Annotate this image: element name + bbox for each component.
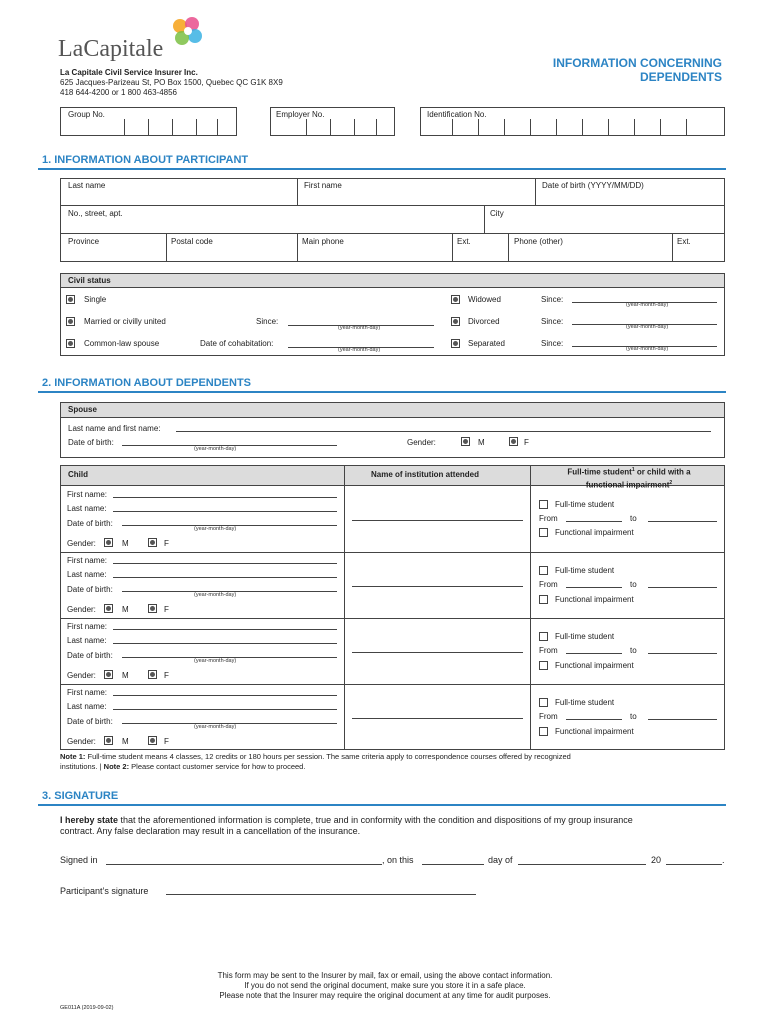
note-separator: | [97, 762, 104, 771]
child1-from-field[interactable] [566, 521, 622, 522]
child1-institution-field[interactable] [352, 520, 523, 521]
year-prefix-label: 20 [651, 855, 662, 865]
child2-fulltime-checkbox[interactable] [539, 566, 548, 575]
postal-code-label: Postal code [171, 237, 213, 246]
child3-to-label: to [630, 646, 637, 655]
year-field[interactable] [666, 864, 722, 865]
child-col-label: Child [68, 470, 88, 479]
single-checkbox[interactable] [66, 295, 75, 304]
separated-checkbox[interactable] [451, 339, 460, 348]
last-name-label: Last name [68, 181, 106, 190]
child4-f-checkbox[interactable] [148, 736, 157, 745]
footer-line1: This form may be sent to the Insurer by mail, fax or email, using the above contact information. [217, 971, 553, 980]
child2-f-label: F [164, 605, 169, 614]
institution-col-label: Name of institution attended [371, 470, 479, 479]
child1-last-name-label: Last name: [67, 504, 107, 513]
child2-to-field[interactable] [648, 587, 717, 588]
married-since-label: Since: [256, 317, 279, 326]
child2-gender-label: Gender: [67, 605, 96, 614]
separated-since-label: Since: [541, 339, 564, 348]
signed-in-field[interactable] [106, 864, 382, 865]
child2-m-checkbox[interactable] [104, 604, 113, 613]
child2-institution-field[interactable] [352, 586, 523, 587]
signed-in-label: Signed in [60, 855, 98, 865]
child2-to-label: to [630, 580, 637, 589]
child4-from-field[interactable] [566, 719, 622, 720]
divorced-label: Divorced [468, 317, 500, 326]
declaration-text [60, 815, 726, 837]
child3-fulltime-checkbox[interactable] [539, 632, 548, 641]
participant-info-table [60, 178, 725, 262]
child2-last-name-label: Last name: [67, 570, 107, 579]
spouse-gender-f-label: F [524, 438, 529, 447]
footer-text [0, 971, 770, 1001]
fulltime-col-line2: functional impairment [585, 480, 670, 490]
declaration-line1-text: that the aforementioned information is complete, true and in conformity with the condition and dispositions of my group insurance [118, 815, 633, 825]
child4-first-name-field[interactable] [113, 695, 337, 696]
employer-no-label: Employer No. [276, 110, 325, 119]
child4-f-label: F [164, 737, 169, 746]
form-title-line2: DEPENDENTS [639, 70, 722, 84]
child2-from-field[interactable] [566, 587, 622, 588]
child2-fulltime-label: Full-time student [555, 566, 615, 575]
married-since-ymd: (year-month-day) [338, 325, 381, 331]
child3-institution-field[interactable] [352, 652, 523, 653]
form-code: GE011A (2019-09-02) [60, 1005, 114, 1011]
child2-first-name-label: First name: [67, 556, 108, 565]
participant-signature-field[interactable] [166, 894, 476, 895]
declaration-line2: contract. Any false declaration may result in a cancellation of the insurance. [60, 826, 361, 836]
divorced-checkbox[interactable] [451, 317, 460, 326]
child3-first-name-field[interactable] [113, 629, 337, 630]
child3-last-name-label: Last name: [67, 636, 107, 645]
section2-rule [38, 391, 726, 393]
footer-line2: If you do not send the original document, make sure you store it in a safe place. [244, 981, 526, 990]
child1-dob-ymd: (year-month-day) [194, 526, 237, 532]
child1-f-label: F [164, 539, 169, 548]
married-label: Married or civilly united [84, 317, 166, 326]
child1-m-checkbox[interactable] [104, 538, 113, 547]
child3-gender-label: Gender: [67, 671, 96, 680]
dob-label: Date of birth (YYYY/MM/DD) [542, 181, 644, 190]
child2-last-name-field[interactable] [113, 577, 337, 578]
section3-title: 3. SIGNATURE [42, 790, 119, 802]
footer-line3: Please note that the Insurer may require the original document at any time for audit purposes. [219, 991, 551, 1000]
child3-m-checkbox[interactable] [104, 670, 113, 679]
street-label: No., street, apt. [68, 209, 123, 218]
child2-dob-ymd: (year-month-day) [194, 592, 237, 598]
section1-rule [38, 168, 726, 170]
widowed-since-label: Since: [541, 295, 564, 304]
child4-last-name-field[interactable] [113, 709, 337, 710]
child3-to-field[interactable] [648, 653, 717, 654]
child2-functional-checkbox[interactable] [539, 595, 548, 604]
separated-ymd: (year-month-day) [626, 346, 669, 352]
child3-functional-label: Functional impairment [555, 661, 634, 670]
section1-title: 1. INFORMATION ABOUT PARTICIPANT [42, 154, 249, 166]
spouse-dob-ymd: (year-month-day) [194, 446, 237, 452]
ext-label: Ext. [457, 237, 471, 246]
section2-title: 2. INFORMATION ABOUT DEPENDENTS [42, 377, 252, 389]
fulltime-col-sup2: 2 [669, 479, 673, 486]
child2-dob-label: Date of birth: [67, 585, 113, 594]
section3-rule [38, 804, 726, 806]
logo-text: LaCapitale [58, 36, 164, 62]
spouse-name-field[interactable] [176, 431, 711, 432]
child3-first-name-label: First name: [67, 622, 108, 631]
day-field[interactable] [422, 864, 484, 865]
married-checkbox[interactable] [66, 317, 75, 326]
child4-m-label: M [122, 737, 129, 746]
child3-functional-checkbox[interactable] [539, 661, 548, 670]
identification-no-label: Identification No. [427, 110, 487, 119]
civil-status-header [60, 273, 725, 288]
note1-text: Full-time student means 4 classes, 12 credits or 180 hours per session. The same criteria apply to correspondence courses offered by recognized [85, 752, 571, 761]
note2-text: Please contact customer service for how to proceed. [129, 762, 306, 771]
child4-m-checkbox[interactable] [104, 736, 113, 745]
child1-functional-checkbox[interactable] [539, 528, 548, 537]
company-logo [58, 14, 218, 66]
child2-f-checkbox[interactable] [148, 604, 157, 613]
divorced-since-label: Since: [541, 317, 564, 326]
spouse-gender-m-checkbox[interactable] [461, 437, 470, 446]
ext2-label: Ext. [677, 237, 691, 246]
phone-other-label: Phone (other) [514, 237, 563, 246]
separated-label: Separated [468, 339, 505, 348]
spouse-gender-label: Gender: [407, 438, 436, 447]
child3-dob-label: Date of birth: [67, 651, 113, 660]
spouse-gender-m-label: M [478, 438, 485, 447]
child4-functional-label: Functional impairment [555, 727, 634, 736]
child3-fulltime-label: Full-time student [555, 632, 615, 641]
year-period: . [722, 855, 725, 865]
child1-from-label: From [539, 514, 558, 523]
child1-to-field[interactable] [648, 521, 717, 522]
company-address: 625 Jacques-Parizeau St, PO Box 1500, Quebec QC G1K 8X9 [60, 78, 283, 87]
note1-line1 [60, 752, 726, 762]
company-phone: 418 644-4200 or 1 800 463-4856 [60, 88, 177, 97]
child1-first-name-field[interactable] [113, 497, 337, 498]
participant-signature-label: Participant’s signature [60, 886, 149, 896]
divorced-ymd: (year-month-day) [626, 324, 669, 330]
note1-line2 [60, 762, 726, 772]
spouse-dob-label: Date of birth: [68, 438, 114, 447]
child4-functional-checkbox[interactable] [539, 727, 548, 736]
child3-from-label: From [539, 646, 558, 655]
child3-dob-ymd: (year-month-day) [194, 658, 237, 664]
child4-dob-ymd: (year-month-day) [194, 724, 237, 730]
group-no-label: Group No. [68, 110, 105, 119]
first-name-label: First name [304, 181, 342, 190]
note1-text2: institutions. [60, 762, 98, 771]
child1-m-label: M [122, 539, 129, 548]
note2-label: Note 2: [103, 762, 130, 771]
child3-f-checkbox[interactable] [148, 670, 157, 679]
form-title [553, 56, 722, 84]
spouse-name-label: Last name and first name: [68, 424, 161, 433]
logo-flower-icon [170, 16, 206, 48]
child2-first-name-field[interactable] [113, 563, 337, 564]
civil-status-label: Civil status [68, 276, 111, 285]
on-this-label: , on this [382, 855, 414, 865]
common-law-label: Common-law spouse [84, 339, 160, 348]
main-phone-label: Main phone [302, 237, 344, 246]
fulltime-col-line1b: or child with a [634, 467, 691, 477]
city-label: City [490, 209, 504, 218]
spouse-header [60, 402, 725, 418]
child3-last-name-field[interactable] [113, 643, 337, 644]
widowed-label: Widowed [468, 295, 501, 304]
child4-from-label: From [539, 712, 558, 721]
widowed-checkbox[interactable] [451, 295, 460, 304]
child4-gender-label: Gender: [67, 737, 96, 746]
child1-functional-label: Functional impairment [555, 528, 634, 537]
child4-to-field[interactable] [648, 719, 717, 720]
month-field[interactable] [518, 864, 646, 865]
child1-dob-label: Date of birth: [67, 519, 113, 528]
child4-fulltime-checkbox[interactable] [539, 698, 548, 707]
cohab-label: Date of cohabitation: [200, 339, 274, 348]
fulltime-col-sup1: 1 [631, 467, 635, 473]
child4-fulltime-label: Full-time student [555, 698, 615, 707]
child4-institution-field[interactable] [352, 718, 523, 719]
child4-last-name-label: Last name: [67, 702, 107, 711]
child1-last-name-field[interactable] [113, 511, 337, 512]
spouse-label: Spouse [68, 405, 97, 414]
child3-m-label: M [122, 671, 129, 680]
hereby-label: I hereby state [60, 815, 119, 825]
child1-first-name-label: First name: [67, 490, 108, 499]
child1-fulltime-label: Full-time student [555, 500, 615, 509]
spouse-gender-f-checkbox[interactable] [509, 437, 518, 446]
declaration-line1 [60, 815, 726, 826]
child1-gender-label: Gender: [67, 539, 96, 548]
notes [60, 752, 726, 772]
common-law-checkbox[interactable] [66, 339, 75, 348]
child1-to-label: to [630, 514, 637, 523]
child4-to-label: to [630, 712, 637, 721]
fulltime-col-line1: Full-time student [567, 467, 632, 477]
cohab-ymd: (year-month-day) [338, 347, 381, 353]
widowed-ymd: (year-month-day) [626, 302, 669, 308]
note1-label: Note 1: [60, 752, 86, 761]
child3-from-field[interactable] [566, 653, 622, 654]
child-table [60, 465, 725, 750]
child1-f-checkbox[interactable] [148, 538, 157, 547]
province-label: Province [68, 237, 100, 246]
child1-fulltime-checkbox[interactable] [539, 500, 548, 509]
child3-f-label: F [164, 671, 169, 680]
single-label: Single [84, 295, 107, 304]
child4-first-name-label: First name: [67, 688, 108, 697]
child2-m-label: M [122, 605, 129, 614]
company-name: La Capitale Civil Service Insurer Inc. [60, 68, 198, 77]
child4-dob-label: Date of birth: [67, 717, 113, 726]
child2-from-label: From [539, 580, 558, 589]
form-title-line1: INFORMATION CONCERNING [552, 56, 722, 70]
day-of-label: day of [488, 855, 513, 865]
child2-functional-label: Functional impairment [555, 595, 634, 604]
